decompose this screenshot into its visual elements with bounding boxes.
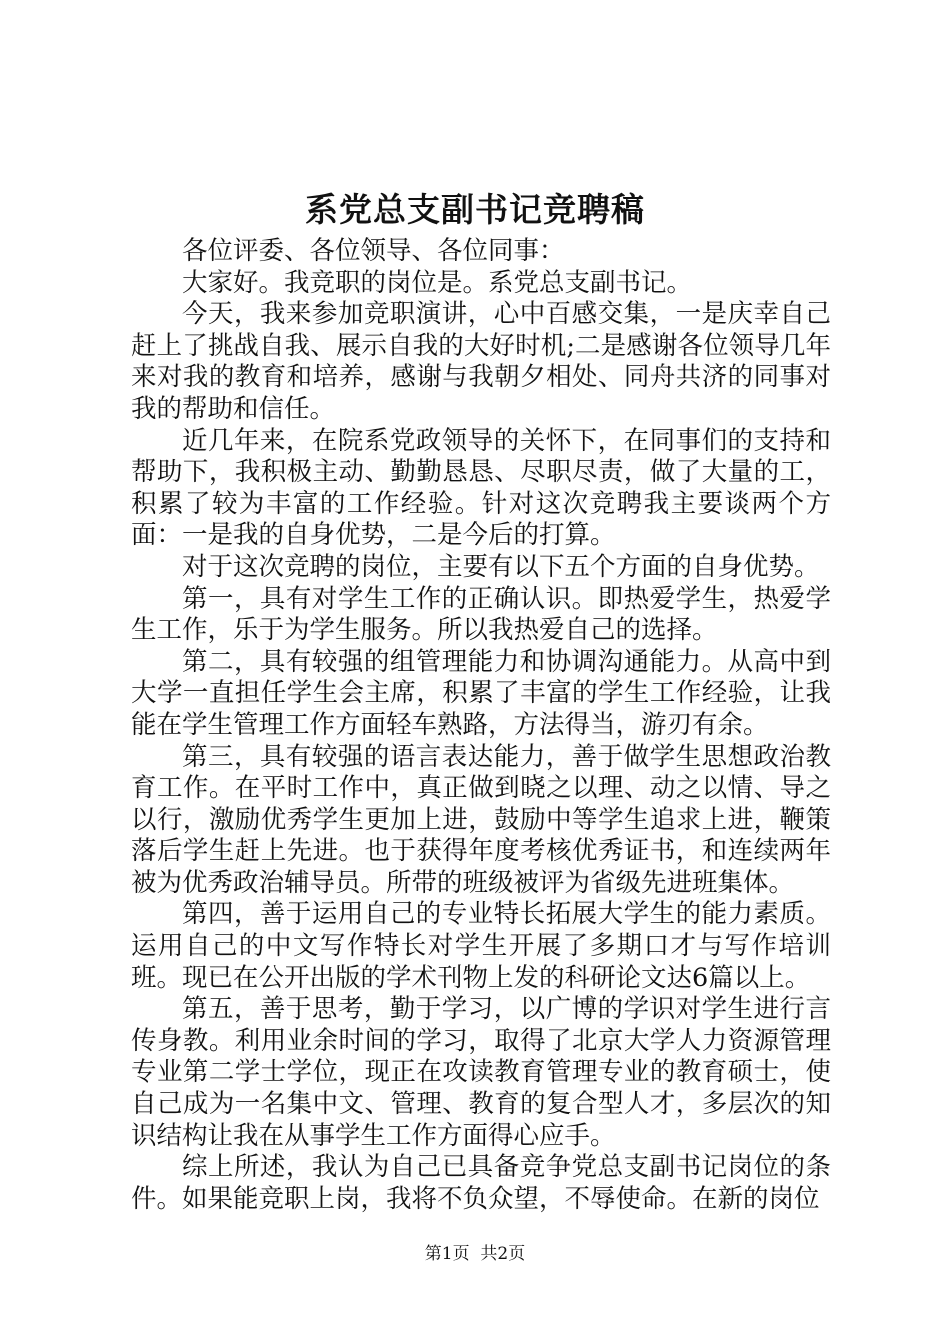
page-number-total: 共2页 — [480, 1244, 526, 1264]
paragraph-advantage-1: 第一，具有对学生工作的正确认识。即热爱学生，热爱学生工作，乐于为学生服务。所以我热爱自己的选择。 — [131, 583, 831, 646]
paragraph-summary: 综上所述，我认为自己已具备竞争党总支副书记岗位的条件。如果能竞职上岗，我将不负众望，不辱使命。在新的岗位 — [131, 1152, 831, 1214]
page-footer — [0, 1242, 950, 1266]
paragraph-advantage-5: 第五，善于思考，勤于学习，以广博的学识对学生进行言传身教。利用业余时间的学习，取得了北京大学人力资源管理专业第二学士学位，现正在攻读教育管理专业的教育硕士，使自己成为一名集中文、管理、教育的复合型人才，多层次的知识结构让我在从事学生工作方面得心应手。 — [131, 994, 831, 1151]
paragraph-advantage-2: 第二，具有较强的组管理能力和协调沟通能力。从高中到大学一直担任学生会主席，积累了丰富的学生工作经验，让我能在学生管理工作方面轻车熟路，方法得当，游刃有余。 — [131, 646, 831, 740]
paragraph-advantages-heading: 对于这次竞聘的岗位，主要有以下五个方面的自身优势。 — [182, 551, 820, 582]
paragraph-salutation: 各位评委、各位领导、各位同事： — [182, 236, 565, 266]
paragraph-greeting: 大家好。我竞职的岗位是。系党总支副书记。 — [182, 267, 693, 298]
footer-separator — [470, 1244, 481, 1264]
document-title: 系党总支副书记竞聘稿 — [305, 190, 645, 229]
paragraph-advantage-3: 第三，具有较强的语言表达能力，善于做学生思想政治教育工作。在平时工作中，真正做到晓之以理、动之以情、导之以行，激励优秀学生更加上进，鼓励中等学生追求上进，鞭策落后学生赶上先进。也于获得年度考核优秀证书，和连续两年被为优秀政治辅导员。所带的班级被评为省级先进班集体。 — [131, 741, 831, 898]
paragraph-intro: 今天，我来参加竞职演讲，心中百感交集，一是庆幸自己赶上了挑战自我、展示自我的大好时机;二是感谢各位领导几年来对我的教育和培养，感谢与我朝夕相处、同舟共济的同事对我的帮助和信任。 — [131, 299, 831, 424]
page-number-current: 第1页 — [424, 1244, 470, 1264]
document-body — [131, 236, 831, 1215]
paragraph-experience: 近几年来，在院系党政领导的关怀下，在同事们的支持和帮助下，我积极主动、勤勤恳恳、尽职尽责，做了大量的工，积累了较为丰富的工作经验。针对这次竞聘我主要谈两个方面：一是我的自身优势，二是今后的打算。 — [131, 425, 831, 551]
paragraph-advantage-4: 第四，善于运用自己的专业特长拓展大学生的能力素质。运用自己的中文写作特长对学生开展了多期口才与写作培训班。现已在公开出版的学术刊物上发的科研论文达6篇以上。 — [131, 899, 831, 993]
